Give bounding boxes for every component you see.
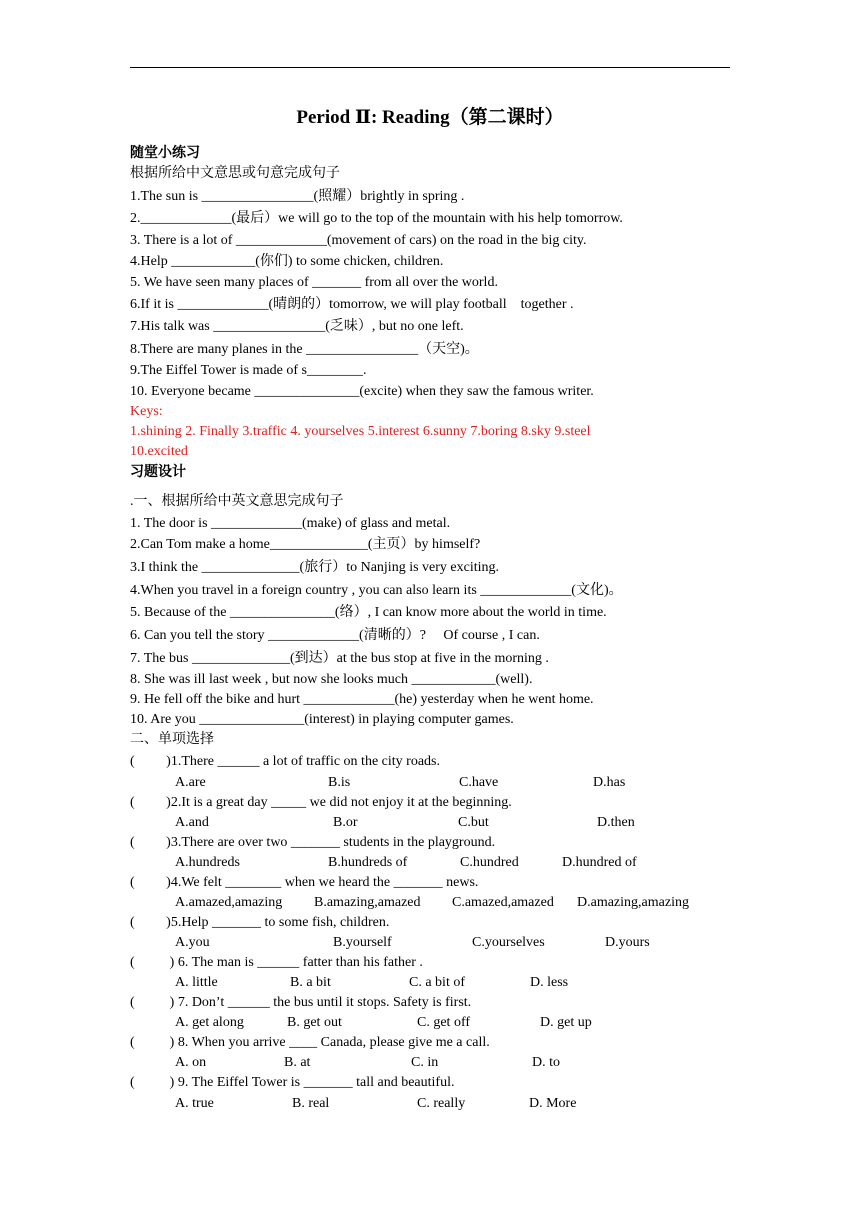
mc-question-5: ( )5.Help _______ to some fish, children. [130,915,390,930]
keys-line-1: 1.shining 2. Finally 3.traffic 4. yourselves 5.interest 6.sunny 7.boring 8.sky 9.steel [130,424,591,439]
mc2-option-d: D.then [597,815,635,830]
s1-item-1: 1.The sun is ________________(照耀）brightly in spring . [130,189,465,204]
mc2-option-a: A.and [175,815,209,830]
part1-title: .一、根据所给中英文意思完成句子 [130,494,344,509]
mc4-option-a: A.amazed,amazing [175,895,283,910]
mc-question-1: ( )1.There ______ a lot of traffic on the city roads. [130,754,440,769]
s2-item-5: 5. Because of the _______________(络）, I can know more about the world in time. [130,605,607,620]
s1-item-6: 6.If it is _____________(晴朗的）tomorrow, we will play football together . [130,297,574,312]
mc5-option-d: D.yours [605,935,650,950]
mc4-option-b: B.amazing,amazed [314,895,421,910]
mc3-option-a: A.hundreds [175,855,240,870]
mc8-option-a: A. on [175,1055,207,1070]
part2-title: 二、单项选择 [130,732,214,747]
mc1-option-c: C.have [459,775,499,790]
mc7-option-b: B. get out [287,1015,342,1030]
mc3-option-b: B.hundreds of [328,855,408,870]
s1-item-5: 5. We have seen many places of _______ from all over the world. [130,275,498,290]
mc-question-6: ( ) 6. The man is ______ fatter than his father . [130,955,423,970]
mc3-option-d: D.hundred of [562,855,637,870]
top-rule [130,67,730,68]
mc5-option-c: C.yourselves [472,935,545,950]
section1-heading: 随堂小练习 [130,146,200,161]
page-title: Period Ⅱ: Reading（第二课时） [296,107,564,128]
s1-item-8: 8.There are many planes in the ________________（天空)。 [130,342,479,357]
mc1-option-a: A.are [175,775,206,790]
s2-item-1: 1. The door is _____________(make) of glass and metal. [130,516,451,531]
mc4-option-c: C.amazed,amazed [452,895,554,910]
mc1-option-d: D.has [593,775,626,790]
mc1-option-b: B.is [328,775,351,790]
section2-heading: 习题设计 [130,465,186,480]
mc2-option-c: C.but [458,815,489,830]
keys-line-2: 10.excited [130,444,188,459]
mc-question-9: ( ) 9. The Eiffel Tower is _______ tall and beautiful. [130,1075,455,1090]
mc9-option-a: A. true [175,1096,214,1111]
mc6-option-d: D. less [530,975,569,990]
section1-instruction: 根据所给中文意思或句意完成句子 [130,166,340,181]
s2-item-2: 2.Can Tom make a home______________(主页）by himself? [130,537,481,552]
mc8-option-d: D. to [532,1055,560,1070]
mc8-option-b: B. at [284,1055,311,1070]
mc9-option-c: C. really [417,1096,466,1111]
s1-item-9: 9.The Eiffel Tower is made of s________. [130,363,367,378]
s1-item-2: 2._____________(最后）we will go to the top of the mountain with his help tomorrow. [130,211,623,226]
mc6-option-a: A. little [175,975,218,990]
mc8-option-c: C. in [411,1055,439,1070]
mc6-option-b: B. a bit [290,975,331,990]
s2-item-10: 10. Are you _______________(interest) in playing computer games. [130,712,514,727]
s2-item-6: 6. Can you tell the story _____________(清晰的）? Of course , I can. [130,628,540,643]
mc5-option-a: A.you [175,935,210,950]
s2-item-3: 3.I think the ______________(旅行）to Nanjing is very exciting. [130,560,500,575]
mc-question-2: ( )2.It is a great day _____ we did not enjoy it at the beginning. [130,795,512,810]
mc6-option-c: C. a bit of [409,975,465,990]
mc9-option-d: D. More [529,1096,577,1111]
mc9-option-b: B. real [292,1096,330,1111]
keys-label: Keys: [130,404,163,419]
mc5-option-b: B.yourself [333,935,392,950]
s2-item-8: 8. She was ill last week , but now she looks much ____________(well). [130,672,533,687]
mc4-option-d: D.amazing,amazing [577,895,689,910]
s1-item-10: 10. Everyone became _______________(excite) when they saw the famous writer. [130,384,594,399]
s2-item-7: 7. The bus ______________(到达）at the bus stop at five in the morning . [130,651,549,666]
mc-question-8: ( ) 8. When you arrive ____ Canada, please give me a call. [130,1035,490,1050]
s2-item-4: 4.When you travel in a foreign country , you can also learn its _____________(文化)。 [130,583,623,598]
mc-question-3: ( )3.There are over two _______ students in the playground. [130,835,496,850]
mc7-option-d: D. get up [540,1015,592,1030]
s1-item-7: 7.His talk was ________________(乏味）, but no one left. [130,319,464,334]
mc7-option-c: C. get off [417,1015,471,1030]
mc-question-4: ( )4.We felt ________ when we heard the _______ news. [130,875,479,890]
mc3-option-c: C.hundred [460,855,519,870]
s1-item-3: 3. There is a lot of _____________(movement of cars) on the road in the big city. [130,233,587,248]
mc7-option-a: A. get along [175,1015,244,1030]
s1-item-4: 4.Help ____________(你们) to some chicken, children. [130,254,444,269]
mc-question-7: ( ) 7. Don’t ______ the bus until it stops. Safety is first. [130,995,472,1010]
s2-item-9: 9. He fell off the bike and hurt _____________(he) yesterday when he went home. [130,692,594,707]
mc2-option-b: B.or [333,815,358,830]
